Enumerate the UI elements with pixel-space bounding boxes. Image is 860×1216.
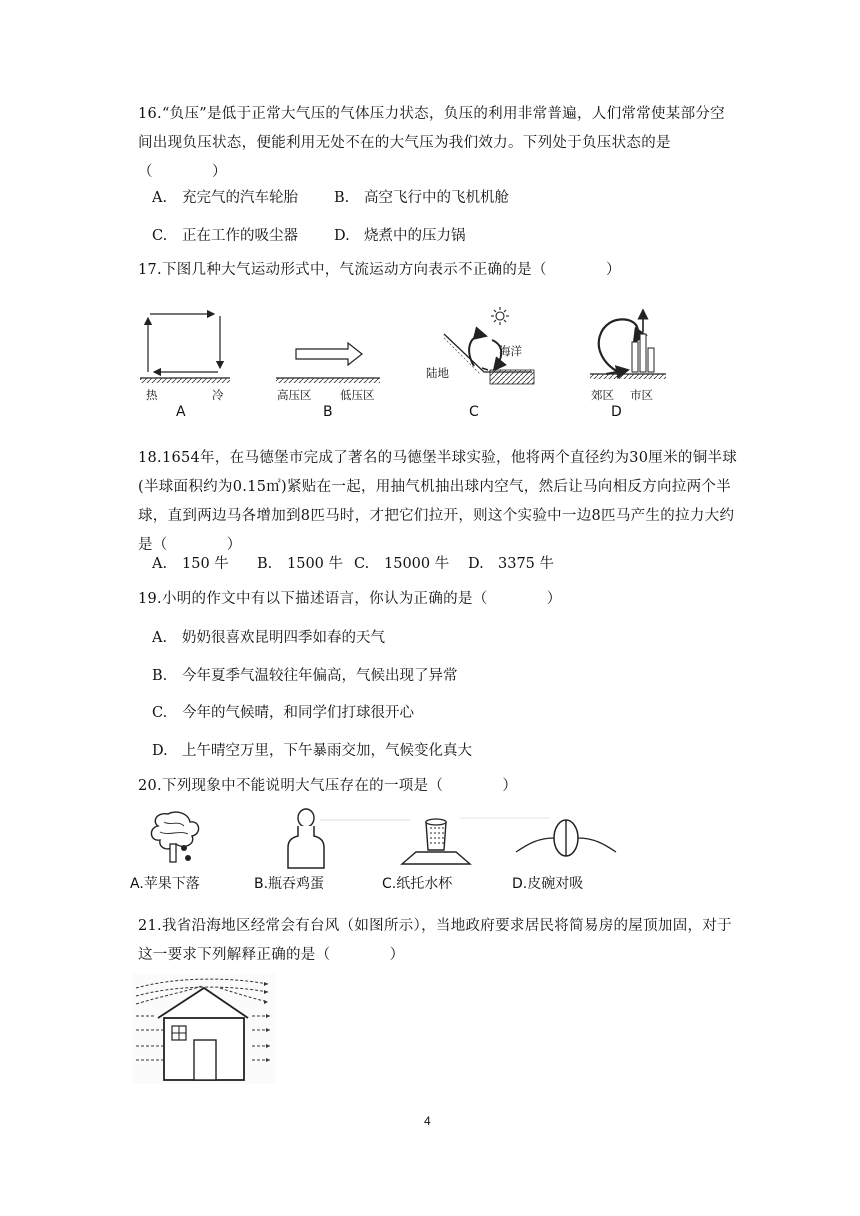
q16-option-d[interactable]: D. 烧煮中的压力锅 (334, 228, 466, 244)
q18-option-c[interactable]: C. 15000 牛 (354, 556, 450, 572)
q20-label-a: A.苹果下落 (130, 876, 200, 892)
q17-c-sea-label: 海洋 (499, 344, 522, 358)
q17-b-high-label: 高压区 (277, 388, 312, 402)
q20-label-d: D.皮碗对吸 (512, 876, 584, 892)
q17-d-letter: D (611, 404, 622, 420)
q20-label-c: C.纸托水杯 (382, 876, 453, 892)
q19-option-b[interactable]: B. 今年夏季气温较往年偏高，气候出现了异常 (152, 668, 458, 684)
cup-paper-icon (402, 819, 470, 864)
q18-option-a[interactable]: A. 150 牛 (152, 556, 229, 572)
q17-a-cold-label: 冷 (212, 388, 224, 402)
q16-option-b[interactable]: B. 高空飞行中的飞机机舱 (334, 190, 509, 206)
q17-figure-b (272, 340, 382, 390)
q18-option-d[interactable]: D. 3375 牛 (468, 556, 555, 572)
apple-tree-icon (151, 812, 198, 862)
q21-typhoon-house-figure (132, 974, 277, 1086)
q17-c-land-label: 陆地 (426, 366, 449, 380)
q17-d-city-label: 市区 (630, 388, 653, 402)
question-17: 17.下图几种大气运动形式中，气流运动方向表示不正确的是（ ） (138, 262, 621, 278)
question-21: 21.我省沿海地区经常会有台风（如图所示），当地政府要求居民将简易房的屋顶加固，对于这一要求下列解释正确的是（ ） (138, 918, 732, 963)
q17-figure-c (440, 306, 540, 396)
page-number: 4 (424, 1114, 431, 1128)
q19-option-c[interactable]: C. 今年的气候晴，和同学们打球很开心 (152, 705, 414, 721)
q16-option-a[interactable]: A. 充完气的汽车轮胎 (152, 190, 298, 206)
q17-b-low-label: 低压区 (340, 388, 375, 402)
bottle-egg-icon (288, 809, 324, 868)
q17-figure-a (140, 310, 240, 420)
question-20: 20.下列现象中不能说明大气压存在的一项是（ ） (138, 778, 518, 794)
suction-cups-icon (516, 820, 616, 856)
q17-figure-d (582, 306, 682, 396)
q17-d-suburb-label: 郊区 (591, 388, 614, 402)
q18-option-b[interactable]: B. 1500 牛 (257, 556, 344, 572)
question-19: 19.小明的作文中有以下描述语言，你认为正确的是（ ） (138, 591, 562, 607)
q19-option-a[interactable]: A. 奶奶很喜欢昆明四季如春的天气 (152, 630, 385, 646)
q17-a-hot-label: 热 (146, 388, 158, 402)
q17-c-letter: C (469, 404, 479, 420)
q20-label-b: B.瓶吞鸡蛋 (254, 876, 325, 892)
q17-b-letter: B (323, 404, 333, 420)
question-18: 18.1654年，在马德堡市完成了著名的马德堡半球实验，他将两个直径约为30厘米的铜半球(半球面积约为0.15㎡)紧贴在一起，用抽气机抽出球内空气，然后让马向相反方向拉两个半球，直到两边马各增加到8匹马时，才把它们拉开，则这个实验中一边8匹马产生的拉力大约是（ ） (138, 450, 738, 553)
q16-option-c[interactable]: C. 正在工作的吸尘器 (152, 228, 298, 244)
question-16: 16.“负压”是低于正常大气压的气体压力状态，负压的利用非常普遍，人们常常使某部分空间出现负压状态，便能利用无处不在的大气压为我们效力。下列处于负压状态的是（ ） (138, 106, 725, 180)
q19-option-d[interactable]: D. 上午晴空万里，下午暴雨交加，气候变化真大 (152, 743, 472, 759)
q17-a-letter: A (176, 404, 186, 420)
